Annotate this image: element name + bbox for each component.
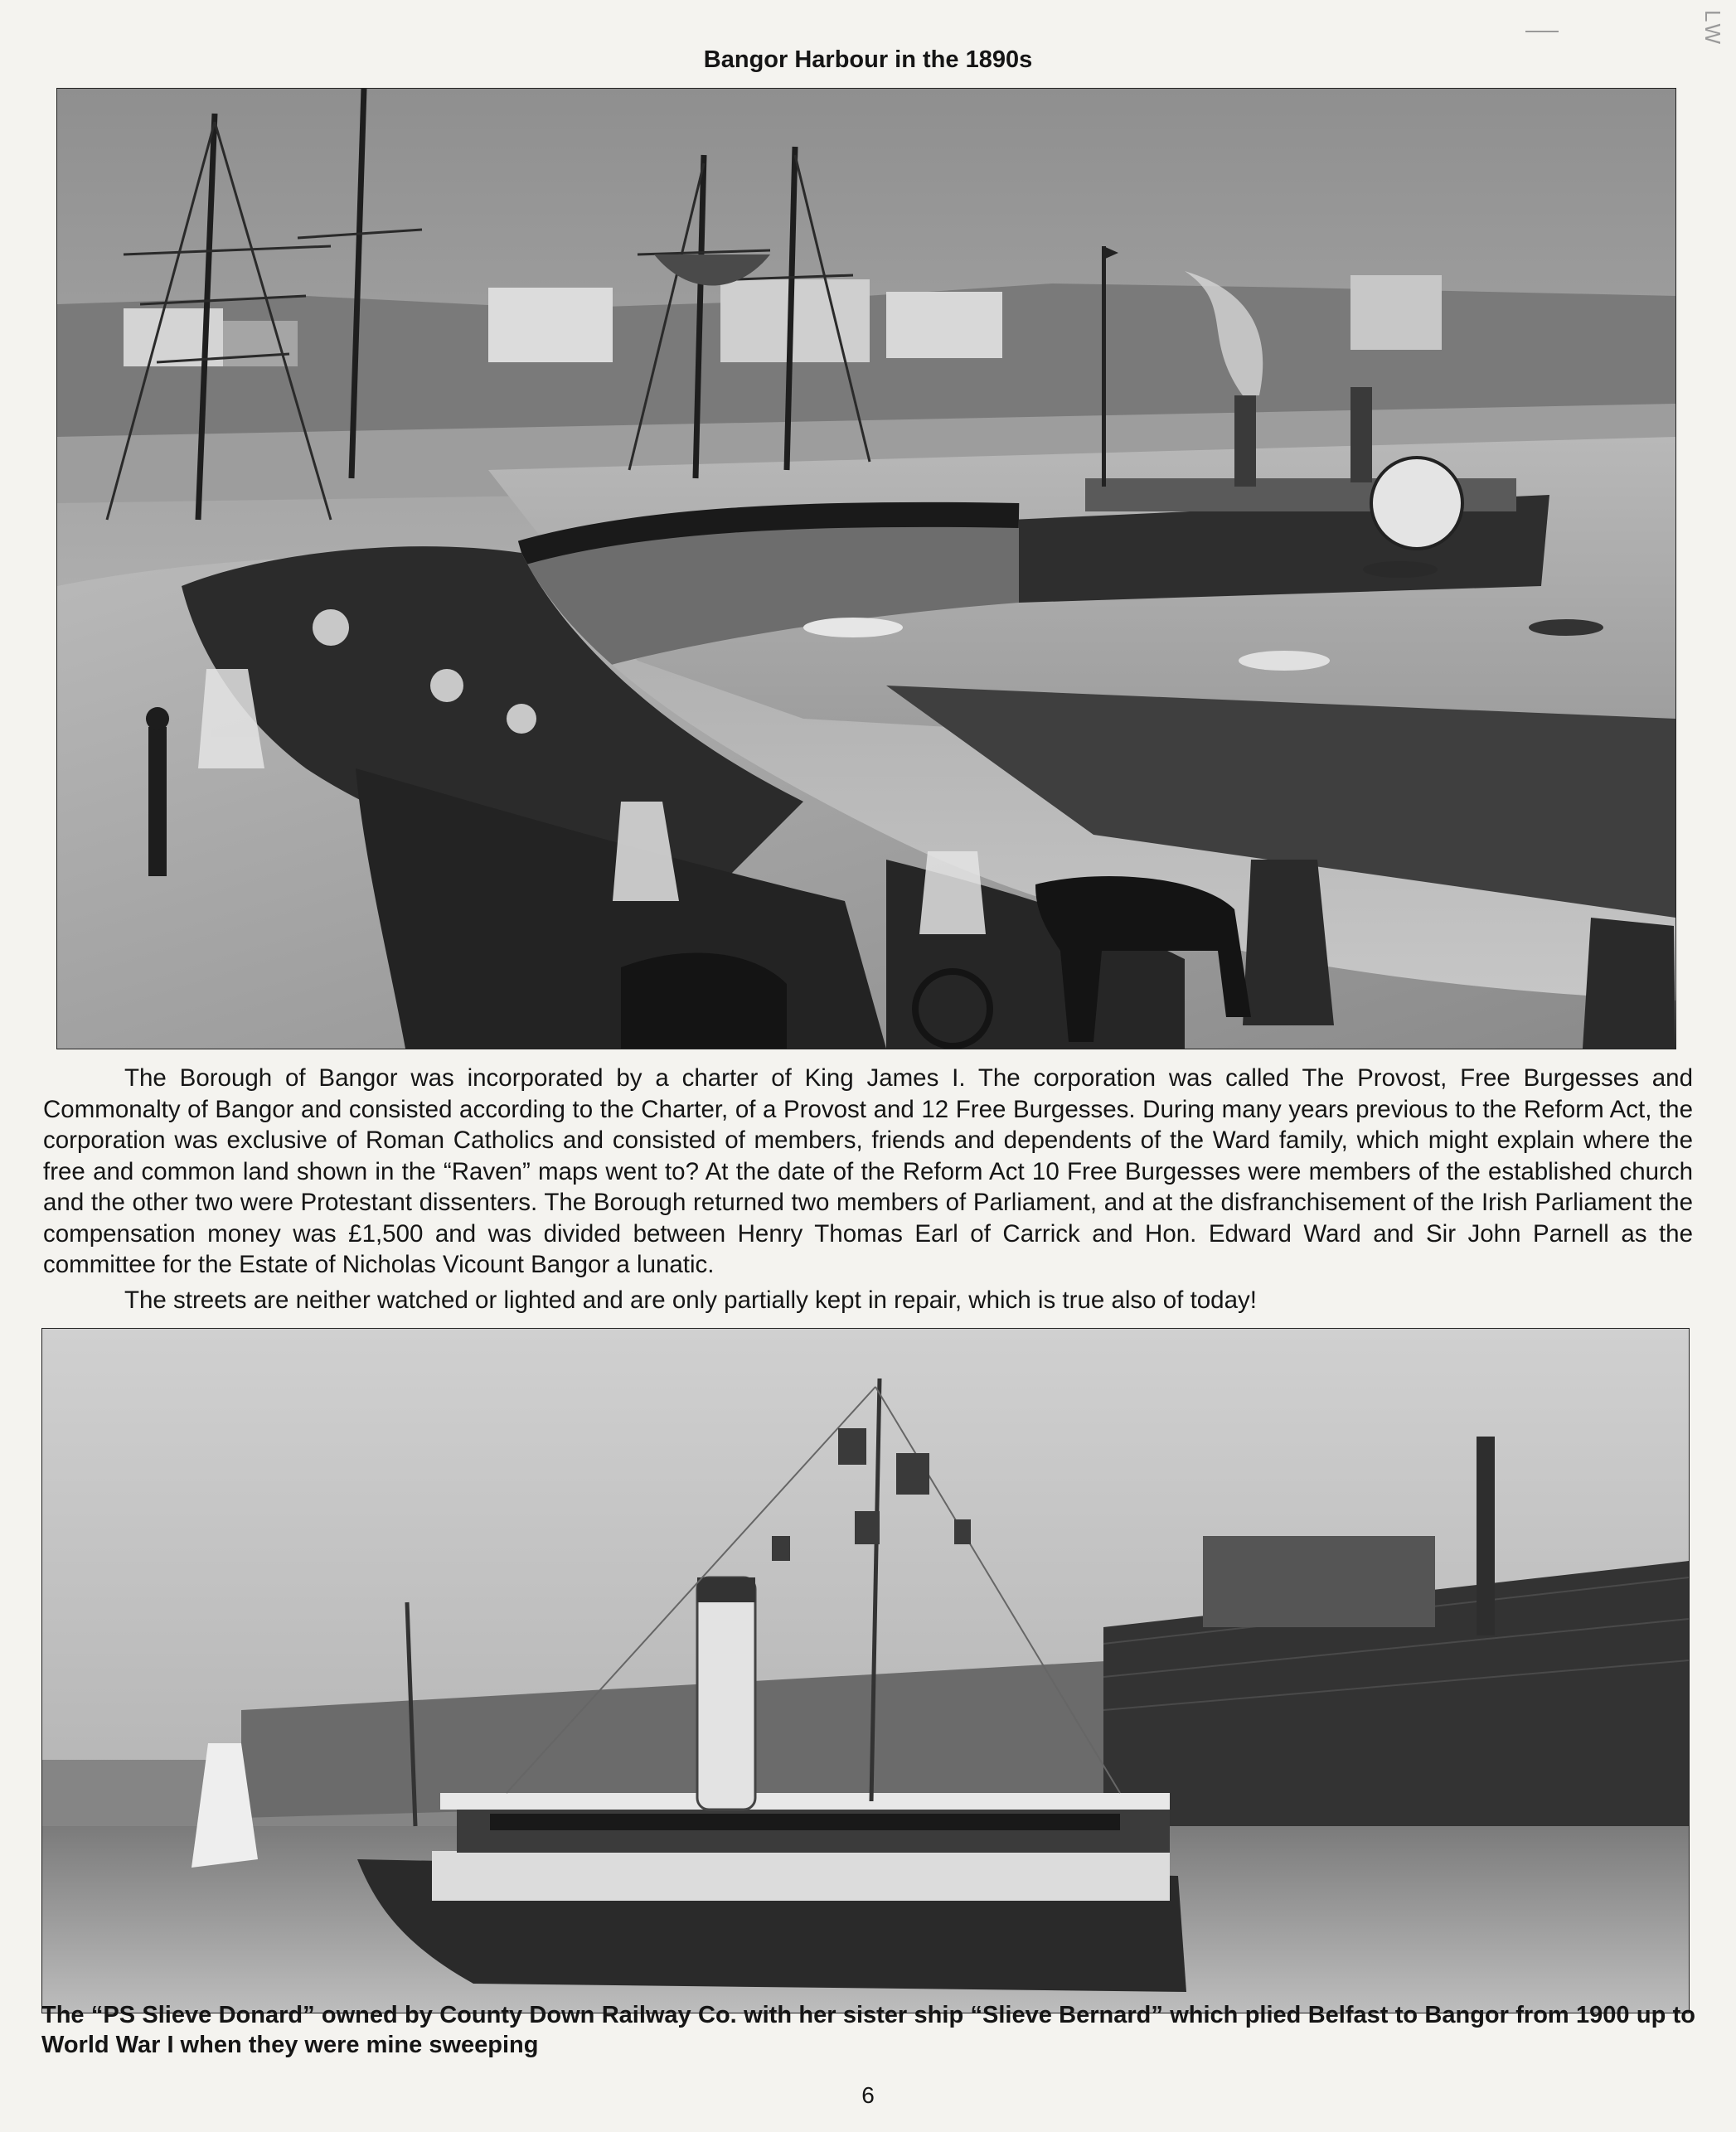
bangor-harbour-photo [56,88,1676,1049]
top-photo-title: Bangor Harbour in the 1890s [703,46,1033,73]
article-body [43,1063,1693,1320]
page-number: 6 [861,2082,875,2108]
bottom-photo-caption: The “PS Slieve Donard” owned by County Down Railway Co. with her sister ship “Slieve Bernard” which plied Belfast to Bangor from 1900 up to World War I when they were mine sweeping [41,2002,1695,2058]
bangor-harbour-illustration [57,89,1675,1049]
paragraph-streets: The streets are neither watched or lighted and are only partially kept in repair, which is true also of today! [124,1286,1257,1314]
slieve-donard-illustration [42,1329,1689,2013]
corner-mark: LW [1700,10,1725,48]
slieve-donard-photo [41,1328,1690,2013]
top-rule [1525,31,1559,32]
paragraph-borough-history: The Borough of Bangor was incorporated by a charter of King James I. The corporation was called The Provost, Free Burgesses and Commonalty of Bangor and consisted according to the Charter, of a Provost and 12 Free Burgesses. During many years previous to the Reform Act, the corporation was exclusive of Roman Catholics and consisted of members, friends and dependents of the Ward family, which might explain where the free and common land shown in the “Raven” maps went to? At the date of the Reform Act 10 Free Burgesses were members of the established church and the other two were Protestant dissenters. The Borough returned two members of Parliament, and at the disfranchisement of the Irish Parliament the compensation money was £1,500 and was divided between Henry Thomas Earl of Carrick and Hon. Edward Ward and Sir John Parnell as the committee for the Estate of Nicholas Vicount Bangor a lunatic. [43,1064,1693,1278]
